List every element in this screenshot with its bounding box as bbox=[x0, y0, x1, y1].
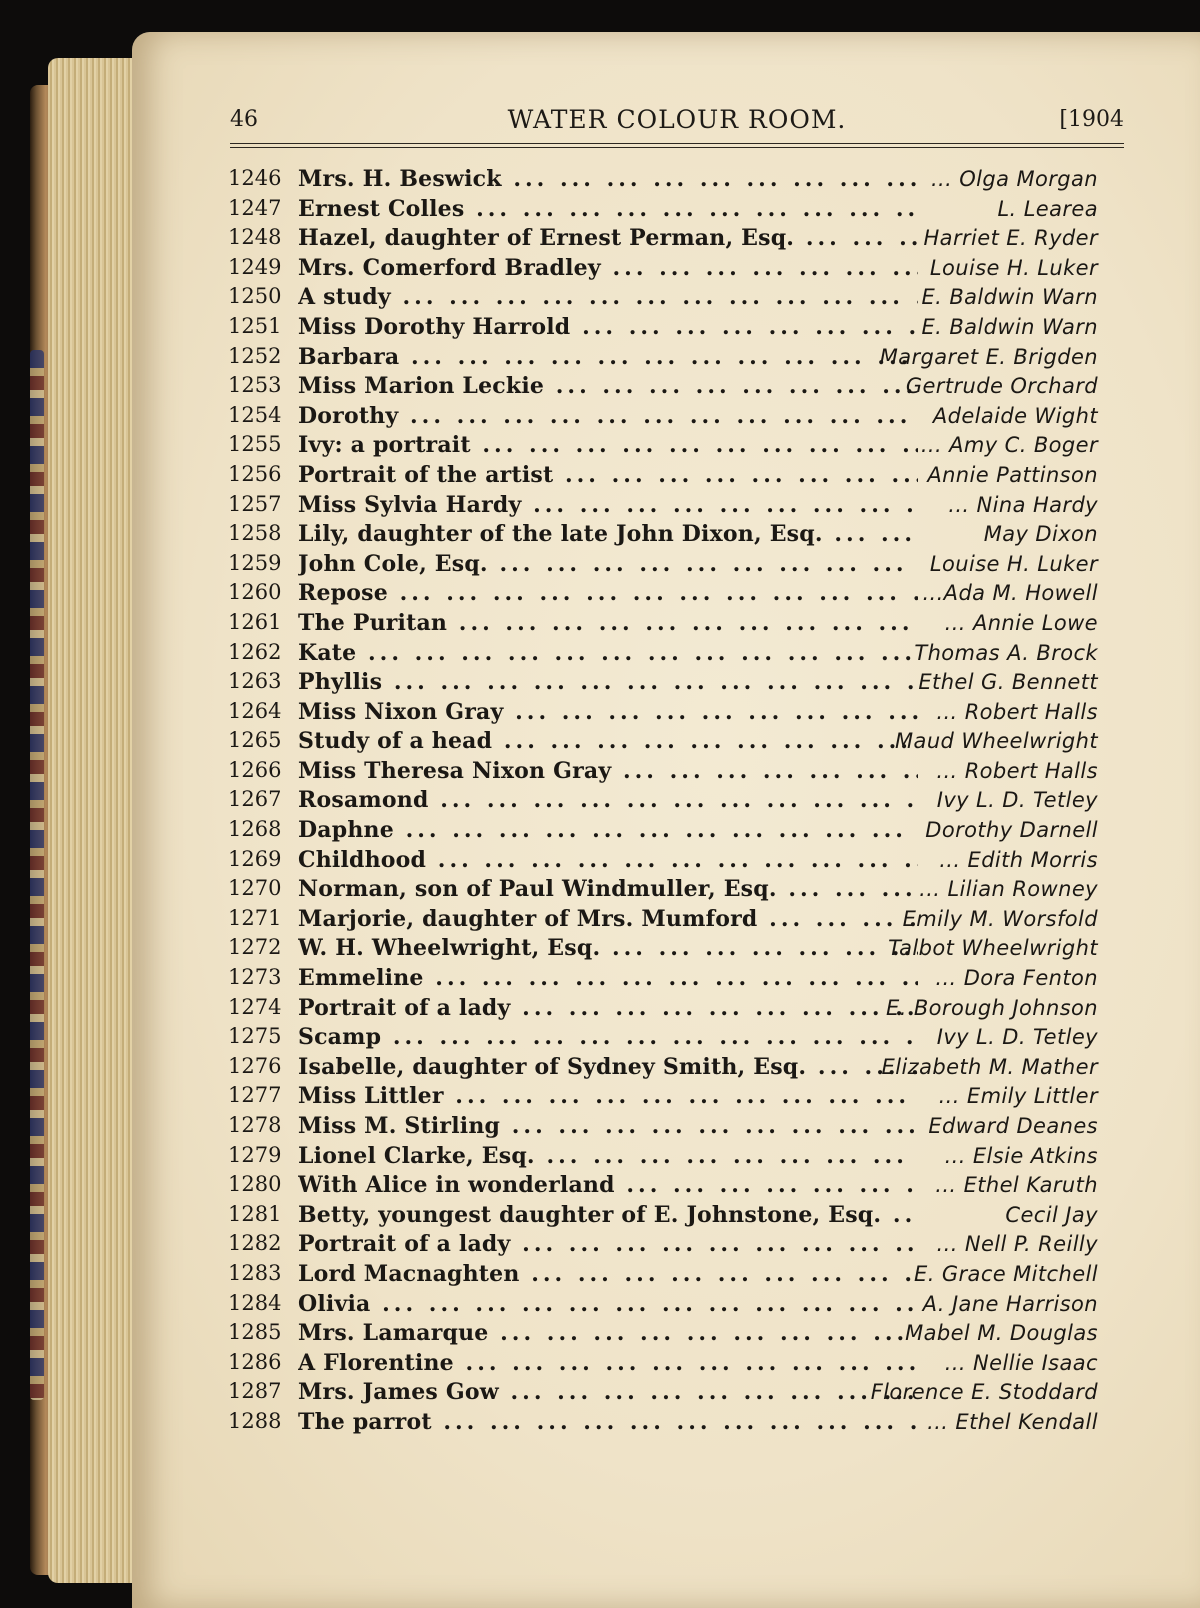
list-item bbox=[228, 284, 1128, 314]
list-item bbox=[228, 1320, 1128, 1350]
artist-name: ... Edith Morris bbox=[939, 847, 1098, 872]
header-rule bbox=[230, 143, 1124, 144]
list-item bbox=[228, 876, 1128, 906]
artist-name: E. Baldwin Warn bbox=[921, 314, 1098, 339]
catalogue-number: 1276 bbox=[228, 1053, 282, 1078]
catalogue-number: 1281 bbox=[228, 1201, 282, 1226]
list-item bbox=[228, 728, 1128, 758]
list-item bbox=[228, 1143, 1128, 1173]
sitter-name: Ernest Colles ... . bbox=[298, 196, 918, 222]
page-title: WATER COLOUR ROOM. bbox=[507, 105, 847, 134]
sitter-name: Scamp ... . bbox=[298, 1024, 918, 1050]
artist-name: ... Ethel Kendall bbox=[927, 1409, 1098, 1434]
sitter-name: Marjorie, daughter of Mrs. Mumford ... . bbox=[298, 906, 918, 932]
sitter-name: Olivia ... . bbox=[298, 1291, 918, 1317]
sitter-name: Norman, son of Paul Windmuller, Esq. ... . bbox=[298, 876, 918, 902]
list-item bbox=[228, 1113, 1128, 1143]
artist-name: ... Olga Morgan bbox=[930, 167, 1098, 191]
list-item bbox=[228, 699, 1128, 729]
catalogue-number: 1264 bbox=[228, 698, 282, 723]
list-item bbox=[228, 314, 1128, 344]
catalogue-number: 1256 bbox=[228, 461, 282, 486]
catalogue-number: 1272 bbox=[228, 935, 282, 960]
catalogue-number: 1287 bbox=[228, 1379, 282, 1404]
sitter-name: Mrs. Lamarque ... . bbox=[298, 1320, 918, 1346]
catalogue-list bbox=[228, 166, 1128, 1439]
catalogue-number: 1278 bbox=[228, 1113, 282, 1137]
list-item bbox=[228, 935, 1128, 965]
artist-name: Margaret E. Brigden bbox=[879, 344, 1098, 369]
sitter-name: Mrs. Comerford Bradley ... . bbox=[298, 255, 918, 281]
list-item bbox=[228, 1172, 1128, 1202]
list-item bbox=[228, 669, 1128, 699]
catalogue-number: 1249 bbox=[228, 254, 282, 279]
catalogue-number: 1273 bbox=[228, 965, 282, 990]
list-item bbox=[228, 255, 1128, 285]
catalogue-number: 1255 bbox=[228, 432, 282, 457]
artist-name: Louise H. Luker bbox=[929, 255, 1098, 280]
catalogue-number: 1251 bbox=[228, 313, 282, 338]
artist-name: Louise H. Luker bbox=[929, 551, 1098, 576]
artist-name: ... Dora Fenton bbox=[935, 966, 1098, 991]
artist-name: Maud Wheelwright bbox=[895, 729, 1098, 754]
sitter-name: Kate ... . bbox=[298, 640, 918, 666]
artist-name: ... Nina Hardy bbox=[948, 492, 1098, 517]
artist-name: ... Nell P. Reilly bbox=[936, 1232, 1098, 1257]
catalogue-number: 1288 bbox=[228, 1408, 282, 1433]
list-item bbox=[228, 225, 1128, 255]
catalogue-number: 1274 bbox=[228, 994, 282, 1019]
artist-name: Gertrude Orchard bbox=[905, 374, 1098, 399]
sitter-name: Lord Macnaghten ... . bbox=[298, 1261, 918, 1287]
sitter-name: John Cole, Esq. ... . bbox=[298, 551, 918, 577]
list-item bbox=[228, 1409, 1128, 1439]
artist-name: ... Elsie Atkins bbox=[944, 1143, 1098, 1168]
list-item bbox=[228, 1231, 1128, 1261]
sitter-name: Miss Nixon Gray ... . bbox=[298, 699, 918, 725]
artist-name: Adelaide Wight bbox=[932, 403, 1098, 428]
sitter-name: Emmeline ... . bbox=[298, 965, 918, 991]
list-item bbox=[228, 1024, 1128, 1054]
artist-name: Thomas A. Brock bbox=[914, 640, 1098, 665]
sitter-name: Mrs. H. Beswick ... . bbox=[298, 166, 918, 192]
sitter-name: The Puritan ... . bbox=[298, 610, 918, 636]
header-rule bbox=[230, 147, 1124, 148]
catalogue-number: 1267 bbox=[228, 787, 282, 812]
catalogue-number: 1248 bbox=[228, 225, 282, 250]
list-item bbox=[228, 1083, 1128, 1113]
sitter-name: Childhood ... . bbox=[298, 847, 918, 873]
catalogue-number: 1284 bbox=[228, 1290, 282, 1315]
catalogue-number: 1258 bbox=[228, 521, 282, 546]
artist-name: ... Robert Halls bbox=[936, 758, 1098, 783]
catalogue-number: 1246 bbox=[228, 166, 282, 190]
list-item bbox=[228, 1261, 1128, 1291]
list-item bbox=[228, 432, 1128, 462]
catalogue-number: 1269 bbox=[228, 846, 282, 871]
artist-name: Harriet E. Ryder bbox=[923, 226, 1098, 251]
artist-name: ... Robert Halls bbox=[936, 699, 1098, 724]
list-item bbox=[228, 551, 1128, 581]
catalogue-number: 1262 bbox=[228, 639, 282, 664]
sitter-name: The parrot ... . bbox=[298, 1409, 918, 1435]
catalogue-number: 1253 bbox=[228, 373, 282, 398]
sitter-name: Miss Theresa Nixon Gray ... . bbox=[298, 758, 918, 784]
catalogue-number: 1266 bbox=[228, 757, 282, 782]
artist-name: Edward Deanes bbox=[928, 1114, 1098, 1138]
catalogue-number: 1257 bbox=[228, 491, 282, 516]
artist-name: Emily M. Worsfold bbox=[902, 906, 1098, 931]
list-item bbox=[228, 492, 1128, 522]
sitter-name: Portrait of a lady ... . bbox=[298, 1231, 918, 1257]
sitter-name: Barbara ... . bbox=[298, 344, 918, 370]
catalogue-number: 1285 bbox=[228, 1320, 282, 1345]
artist-name: ...Ada M. Howell bbox=[922, 581, 1098, 606]
list-item bbox=[228, 1291, 1128, 1321]
catalogue-number: 1265 bbox=[228, 728, 282, 753]
sitter-name: Rosamond ... . bbox=[298, 787, 918, 813]
catalogue-number: 1268 bbox=[228, 817, 282, 842]
list-item bbox=[228, 758, 1128, 788]
artist-name: Cecil Jay bbox=[1005, 1202, 1098, 1227]
artist-name: E. Grace Mitchell bbox=[914, 1261, 1098, 1286]
sitter-name: Study of a head ... . bbox=[298, 728, 918, 754]
sitter-name: Miss Dorothy Harrold ... . bbox=[298, 314, 918, 340]
running-header bbox=[230, 105, 1124, 141]
catalogue-number: 1261 bbox=[228, 609, 282, 634]
catalogue-number: 1259 bbox=[228, 550, 282, 575]
sitter-name: Portrait of a lady ... . bbox=[298, 995, 918, 1021]
catalogue-number: 1252 bbox=[228, 343, 282, 368]
artist-name: Florence E. Stoddard bbox=[870, 1380, 1098, 1405]
artist-name: ... Annie Lowe bbox=[944, 610, 1098, 635]
list-item bbox=[228, 640, 1128, 670]
sitter-name: Isabelle, daughter of Sydney Smith, Esq. ... . bbox=[298, 1054, 918, 1080]
artist-name: Annie Pattinson bbox=[927, 462, 1098, 487]
catalogue-number: 1263 bbox=[228, 669, 282, 694]
list-item bbox=[228, 787, 1128, 817]
list-item bbox=[228, 847, 1128, 877]
artist-name: Talbot Wheelwright bbox=[888, 936, 1098, 961]
list-item bbox=[228, 521, 1128, 551]
artist-name: ... Emily Littler bbox=[938, 1084, 1098, 1109]
list-item bbox=[228, 610, 1128, 640]
list-item bbox=[228, 373, 1128, 403]
catalogue-number: 1247 bbox=[228, 195, 282, 220]
artist-name: Ivy L. D. Tetley bbox=[936, 788, 1098, 813]
sitter-name: Miss Sylvia Hardy ... . bbox=[298, 492, 918, 518]
catalogue-number: 1271 bbox=[228, 905, 282, 930]
artist-name: Ivy L. D. Tetley bbox=[936, 1025, 1098, 1050]
sitter-name: Hazel, daughter of Ernest Perman, Esq. ... . bbox=[298, 225, 918, 251]
artist-name: ... Nellie Isaac bbox=[944, 1350, 1098, 1375]
sitter-name: Daphne ... . bbox=[298, 817, 918, 843]
sitter-name: Ivy: a portrait ... . bbox=[298, 432, 918, 458]
list-item bbox=[228, 995, 1128, 1025]
sitter-name: A Florentine ... . bbox=[298, 1350, 918, 1376]
marbled-edge bbox=[30, 350, 44, 1400]
sitter-name: Lily, daughter of the late John Dixon, Esq. ... . bbox=[298, 521, 918, 547]
catalogue-number: 1275 bbox=[228, 1024, 282, 1049]
page-number: 46 bbox=[230, 107, 258, 132]
sitter-name: Betty, youngest daughter of E. Johnstone, Esq. ... . bbox=[298, 1202, 918, 1228]
sitter-name: Lionel Clarke, Esq. ... . bbox=[298, 1143, 918, 1169]
artist-name: ... Ethel Karuth bbox=[935, 1173, 1098, 1198]
list-item bbox=[228, 817, 1128, 847]
sitter-name: Dorothy ... . bbox=[298, 403, 918, 429]
catalogue-number: 1286 bbox=[228, 1349, 282, 1374]
list-item bbox=[228, 1054, 1128, 1084]
list-item bbox=[228, 1350, 1128, 1380]
artist-name: ... Amy C. Boger bbox=[920, 433, 1098, 458]
list-item bbox=[228, 906, 1128, 936]
list-item bbox=[228, 1379, 1128, 1409]
catalogue-number: 1277 bbox=[228, 1083, 282, 1108]
catalogue-number: 1250 bbox=[228, 284, 282, 309]
sitter-name: Phyllis ... . bbox=[298, 669, 918, 695]
catalogue-number: 1254 bbox=[228, 402, 282, 427]
artist-name: Dorothy Darnell bbox=[925, 818, 1098, 843]
catalogue-number: 1283 bbox=[228, 1260, 282, 1285]
list-item bbox=[228, 166, 1128, 196]
artist-name: E. Borough Johnson bbox=[886, 995, 1098, 1020]
sitter-name: Mrs. James Gow ... . bbox=[298, 1379, 918, 1405]
catalogue-number: 1279 bbox=[228, 1142, 282, 1167]
artist-name: L. Learea bbox=[997, 196, 1098, 221]
list-item bbox=[228, 403, 1128, 433]
sitter-name: W. H. Wheelwright, Esq. ... . bbox=[298, 935, 918, 961]
artist-name: ... Lilian Rowney bbox=[919, 877, 1098, 902]
catalogue-number: 1260 bbox=[228, 580, 282, 605]
artist-name: Mabel M. Douglas bbox=[905, 1321, 1098, 1346]
list-item bbox=[228, 462, 1128, 492]
artist-name: A. Jane Harrison bbox=[922, 1291, 1098, 1316]
list-item bbox=[228, 196, 1128, 226]
artist-name: Elizabeth M. Mather bbox=[881, 1054, 1098, 1079]
list-item bbox=[228, 344, 1128, 374]
sitter-name: With Alice in wonderland ... . bbox=[298, 1172, 918, 1198]
artist-name: Ethel G. Bennett bbox=[918, 670, 1098, 695]
list-item bbox=[228, 580, 1128, 610]
sitter-name: Portrait of the artist ... . bbox=[298, 462, 918, 488]
list-item bbox=[228, 965, 1128, 995]
list-item bbox=[228, 1202, 1128, 1232]
catalogue-number: 1282 bbox=[228, 1231, 282, 1256]
sitter-name: Repose ... . bbox=[298, 580, 918, 606]
catalogue-number: 1270 bbox=[228, 876, 282, 901]
catalogue-number: 1280 bbox=[228, 1172, 282, 1197]
sitter-name: A study ... . bbox=[298, 284, 918, 310]
sitter-name: Miss M. Stirling ... . bbox=[298, 1113, 918, 1139]
sitter-name: Miss Marion Leckie ... . bbox=[298, 373, 918, 399]
year-label: [1904 bbox=[1059, 107, 1124, 132]
sitter-name: Miss Littler ... . bbox=[298, 1083, 918, 1109]
artist-name: E. Baldwin Warn bbox=[921, 285, 1098, 310]
artist-name: May Dixon bbox=[983, 522, 1098, 547]
